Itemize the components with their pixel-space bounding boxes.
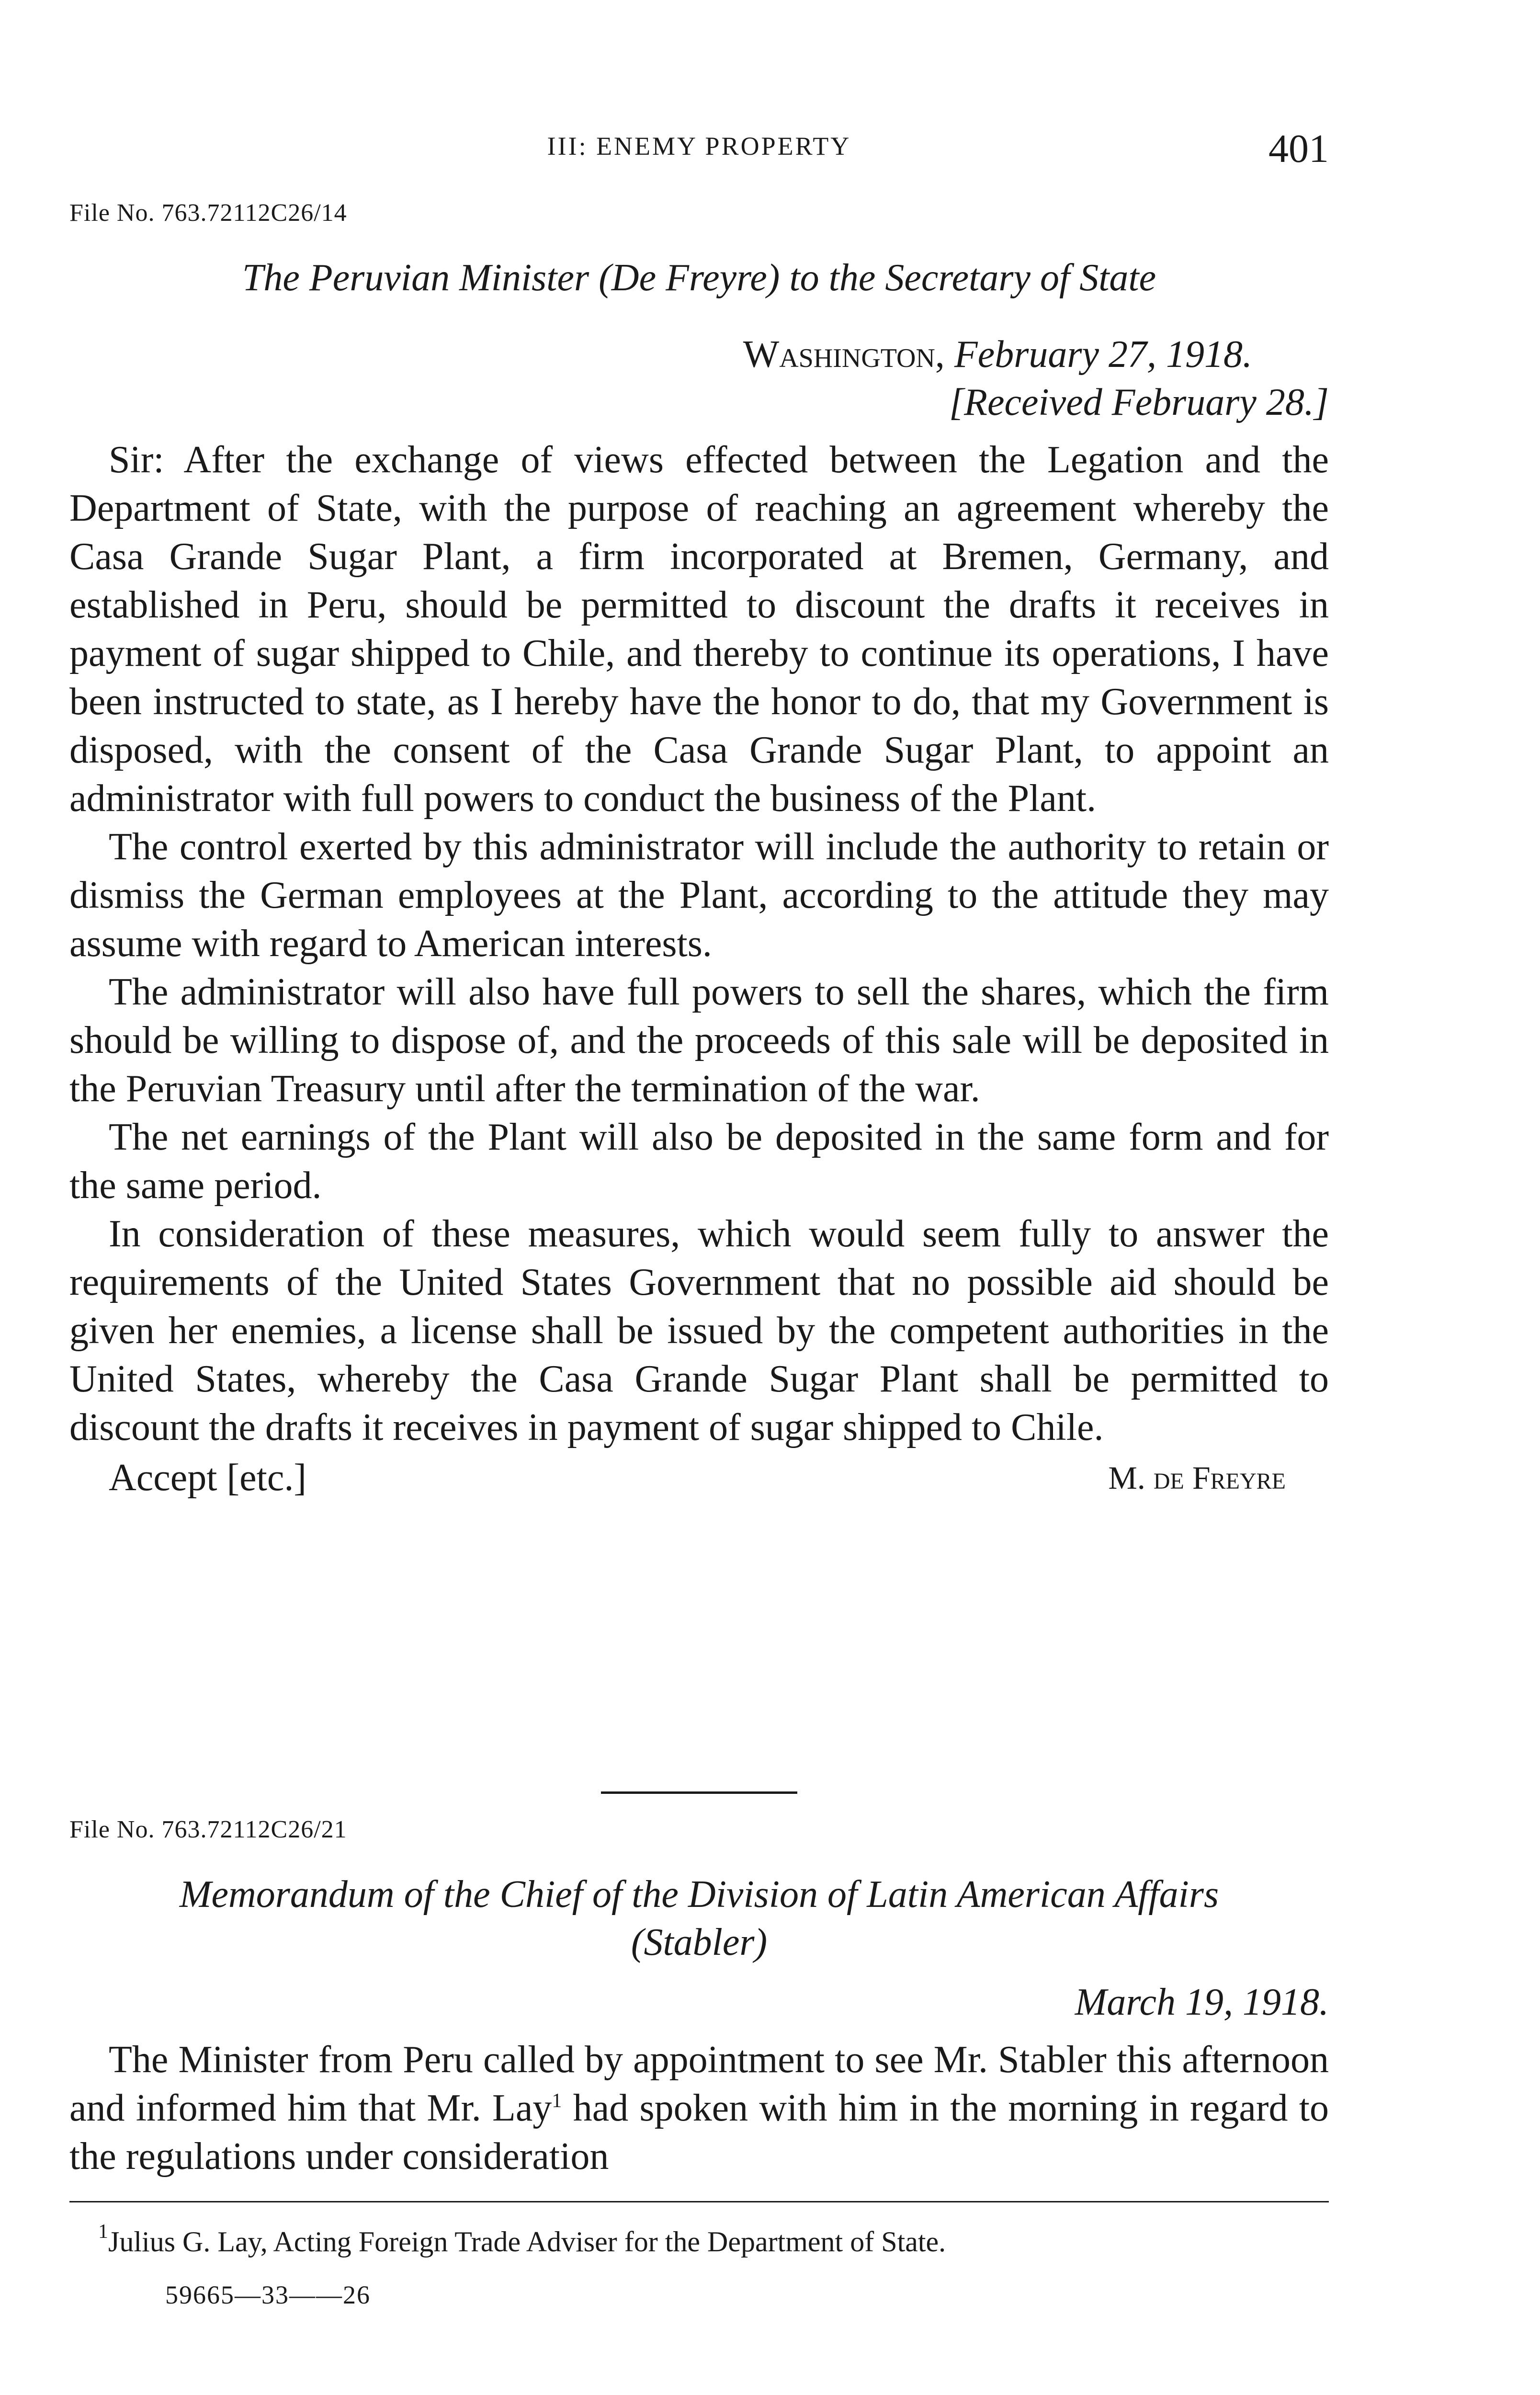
doc1-file-number (69, 199, 1329, 227)
print-code: 59665—33——26 (165, 2281, 371, 2309)
page-number: 401 (1268, 126, 1329, 171)
section-divider (69, 1791, 1329, 1794)
doc1-closing (69, 1454, 1329, 1502)
doc2-dateline (69, 1978, 1329, 2026)
footnote-divider (69, 2201, 1329, 2202)
running-header (69, 125, 1329, 169)
dateline-date: February 27, 1918. (954, 333, 1252, 376)
file-number-text: File No. 763.72112C26/21 (69, 1816, 347, 1843)
doc1-paragraph-1: Sir: After the exchange of views effected between the Legation and the Department of State, with the purpose of reaching an agreement whereby the Casa Grande Sugar Plant, a firm incorporated at Bremen, Germany, and established in Peru, should be permitted to discount the drafts it receives in payment of sugar shipped to Chile, and thereby to continue its operations, I have been instructed to state, as I hereby have the honor to do, that my Government is disposed, with the consent of the Casa Grande Sugar Plant, to appoint an administrator with full powers to conduct the business of the Plant. (69, 439, 1329, 820)
doc1-dateline (69, 331, 1329, 426)
document-page (69, 0, 1329, 2395)
doc2-body (69, 2036, 1329, 2181)
doc2-paragraph-1 (69, 2036, 1329, 2181)
divider-rule (601, 1791, 797, 1794)
doc1-paragraph-2: The control exerted by this administrator will include the authority to retain or dismiss the German employees at the Plant, according to the attitude they may assume with regard to American interests. (69, 826, 1329, 965)
doc1-title: The Peruvian Minister (De Freyre) to the Secretary of State (242, 257, 1156, 299)
doc2-file-number (69, 1815, 1329, 1844)
footnote-marker: 1 (98, 2221, 108, 2243)
doc1-paragraph-5: In consideration of these measures, which would seem fully to answer the requirements of the United States Government that no possible aid should be given her enemies, a license shall be issued by the competent authorities in the United States, whereby the Casa Grande Sugar Plant shall be permitted to discount the drafts it receives in payment of sugar shipped to Chile. (69, 1213, 1329, 1448)
running-title: III: ENEMY PROPERTY (547, 132, 851, 160)
doc2-title-line-1: Memorandum of the Chief of the Division of Latin American Affairs (179, 1873, 1219, 1916)
doc2-paragraph-end: had spoken with him in the morning in regard to the regulations under consideration (69, 2087, 1329, 2178)
dateline-place: Washington, (743, 333, 945, 376)
closing-text: Accept [etc.] (109, 1457, 307, 1499)
file-number-text: File No. 763.72112C26/14 (69, 199, 347, 227)
footnote-reference: 1 (552, 2090, 562, 2112)
footnote-rule (69, 2201, 1329, 2202)
doc2-title (69, 1870, 1329, 1966)
footnote-text: Julius G. Lay, Acting Foreign Trade Adviser for the Department of State. (108, 2226, 946, 2258)
doc2-date: March 19, 1918. (1075, 1981, 1329, 2023)
print-code-block (69, 2280, 1329, 2310)
doc2-title-line-2: (Stabler) (631, 1921, 768, 1963)
footnote-block (69, 2223, 1329, 2261)
footnote (69, 2223, 1329, 2261)
doc1-paragraph-4: The net earnings of the Plant will also be deposited in the same form and for the same period. (69, 1116, 1329, 1207)
doc1-paragraph-3: The administrator will also have full powers to sell the shares, which the firm should be willing to dispose of, and the proceeds of this sale will be deposited in the Peruvian Treasury until after the termination of the war. (69, 971, 1329, 1110)
doc1-body (69, 436, 1329, 1502)
doc2-paragraph-start: The Minister from Peru called by appointment to see Mr. Stabler this afternoon and informed him that Mr. Lay (69, 2039, 1329, 2129)
received-date: [Received February 28.] (949, 381, 1329, 423)
signature: M. de Freyre (1108, 1460, 1286, 1496)
